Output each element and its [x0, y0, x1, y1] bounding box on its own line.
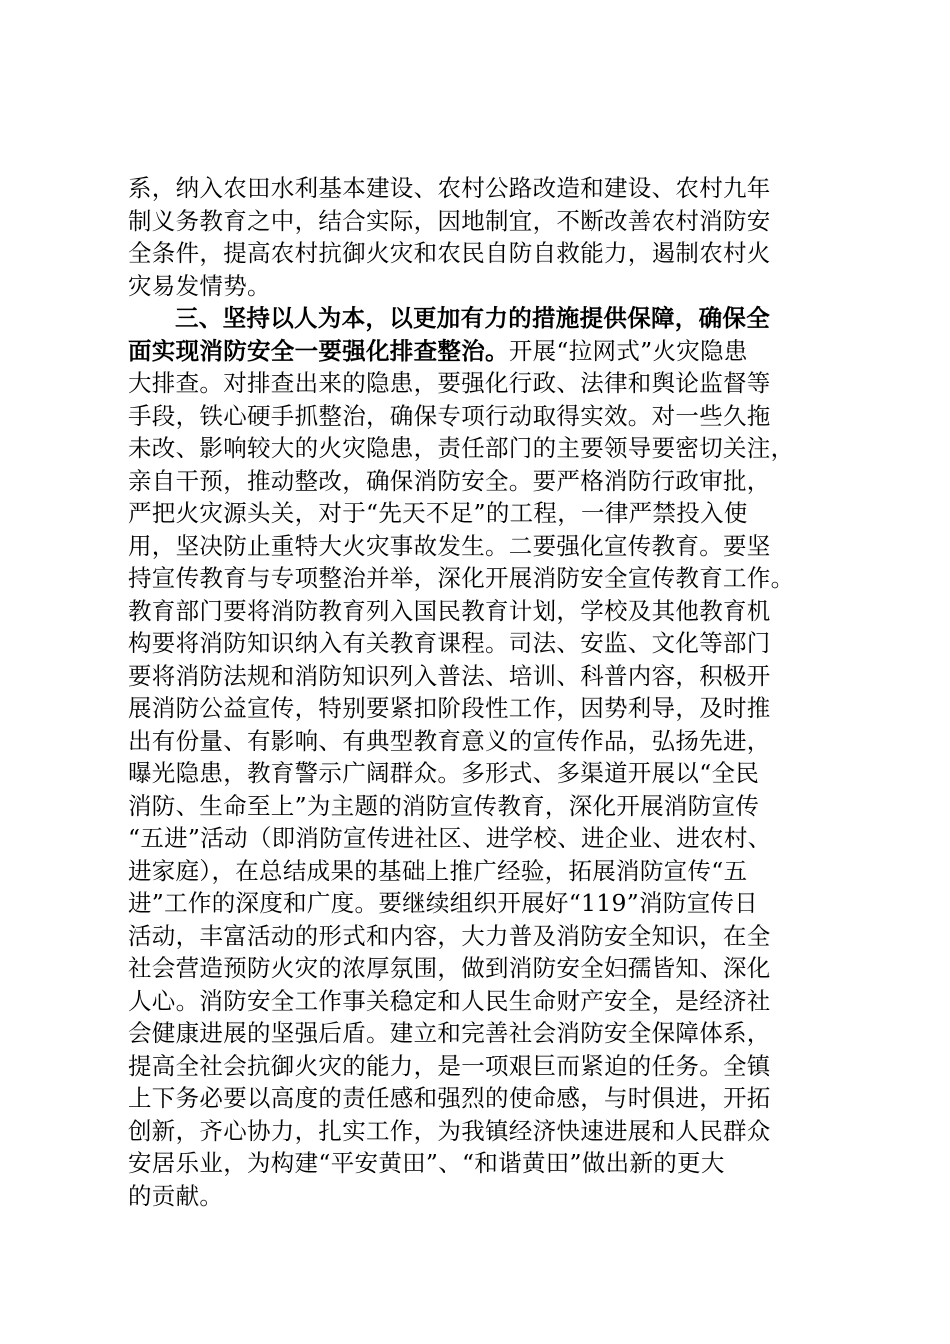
text-line: 曝光隐患，教育警示广阔群众。多形式、多渠道开展以“全民 — [128, 759, 760, 787]
paragraph-1 — [128, 172, 838, 302]
section-heading: 三、坚持以人为本，以更加有力的措施提供保障，确保全 — [175, 304, 770, 332]
text-line: 构要将消防知识纳入有关教育课程。司法、安监、文化等部门 — [128, 629, 771, 657]
text-line: 进”工作的深度和广度。要继续组织开展好“119”消防宣传日 — [128, 889, 759, 917]
text-line: 用，坚决防止重特大火灾事故发生。二要强化宣传教育。要坚 — [128, 531, 771, 560]
text-line: 的贡献。 — [128, 1181, 224, 1210]
text-line: 人心。消防安全工作事关稳定和人民生命财产安全，是经济社 — [128, 986, 771, 1015]
text-line: 系，纳入农田水利基本建设、农村公路改造和建设、农村九年 — [128, 174, 771, 202]
text-line: 未改、影响较大的火灾隐患，责任部门的主要领导要密切关注， — [128, 434, 795, 462]
paragraph-2 — [128, 302, 838, 1212]
text-line: 上下务必要以高度的责任感和强烈的使命感，与时俱进，开拓 — [128, 1084, 771, 1112]
text-line: 持宣传教育与专项整治并举，深化开展消防安全宣传教育工作。 — [128, 564, 795, 592]
text-line: 消防、生命至上”为主题的消防宣传教育，深化开展消防宣传 — [128, 791, 760, 820]
text-line: 要将消防法规和消防知识列入普法、培训、科普内容，积极开 — [128, 661, 771, 690]
text-line: 安居乐业，为构建“平安黄田”、“和谐黄田”做出新的更大 — [128, 1149, 725, 1177]
text-line: 制义务教育之中，结合实际，因地制宜，不断改善农村消防安 — [128, 206, 771, 235]
text-line: 教育部门要将消防教育列入国民教育计划，学校及其他教育机 — [128, 596, 771, 625]
section-heading-continuation: 面实现消防安全一要强化排查整治。 — [128, 336, 509, 365]
text-line: 全条件，提高农村抗御火灾和农民自防自救能力，遏制农村火 — [128, 239, 771, 267]
text-line: 创新，齐心协力，扎实工作，为我镇经济快速进展和人民群众 — [128, 1116, 771, 1145]
text-line: 严把火灾源头关，对于“先天不足”的工程，一律严禁投入使 — [128, 499, 748, 527]
text-line: “五进”活动（即消防宣传进社区、进学校、进企业、进农村、 — [128, 824, 772, 852]
text-line: 出有份量、有影响、有典型教育意义的宣传作品，弘扬先进， — [128, 726, 771, 755]
text-line: 展消防公益宣传，特别要紧扣阶段性工作，因势利导，及时推 — [128, 694, 771, 722]
text-line: 社会营造预防火灾的浓厚氛围，做到消防安全妇孺皆知、深化 — [128, 954, 771, 982]
text-line: 亲自干预，推动整改，确保消防安全。要严格消防行政审批， — [128, 466, 771, 495]
text-line: 手段，铁心硬手抓整治，确保专项行动取得实效。对一些久拖 — [128, 401, 771, 430]
text-line: 会健康进展的坚强后盾。建立和完善社会消防安全保障体系， — [128, 1019, 771, 1047]
text-span: 开展“拉网式”火灾隐患 — [508, 336, 748, 365]
text-line: 活动，丰富活动的形式和内容，大力普及消防安全知识，在全 — [128, 921, 771, 950]
text-line: 大排查。对排查出来的隐患，要强化行政、法律和舆论监督等 — [128, 369, 771, 397]
text-line: 提高全社会抗御火灾的能力，是一项艰巨而紧迫的任务。全镇 — [128, 1051, 771, 1080]
body-text — [128, 172, 838, 1212]
text-line — [128, 335, 838, 368]
text-line: 灾易发情势。 — [128, 271, 271, 300]
text-line: 进家庭），在总结成果的基础上推广经验，拓展消防宣传“五 — [128, 856, 748, 885]
